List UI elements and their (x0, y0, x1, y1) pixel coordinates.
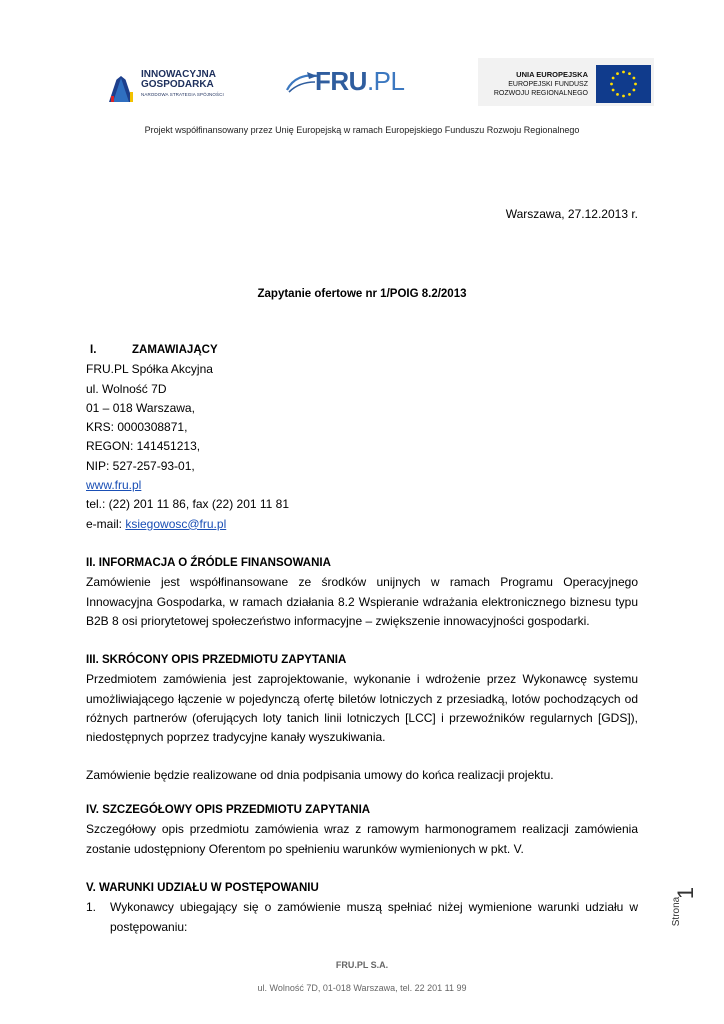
section-warunki-udzialu (86, 879, 638, 937)
list-item (86, 898, 638, 937)
website-link[interactable]: www.fru.pl (86, 478, 142, 493)
innowacyjna-gospodarka-logo (107, 62, 247, 104)
header-logos (0, 58, 724, 108)
list-item-number: 1. (86, 900, 97, 915)
section-skrocony-opis (86, 651, 638, 786)
section1-heading-row (86, 341, 638, 360)
section1-number: I. (90, 344, 97, 356)
list-item-text: Wykonawcy ubiegający się o zamówienie muszą spełniać niżej wymienione warunki udziału w postępowaniu: (110, 900, 638, 934)
eu-flag-icon (596, 65, 651, 103)
ig-line1: INNOWACYJNA (141, 69, 217, 80)
ig-line2: GOSPODARKA (141, 79, 214, 90)
section1-line-company: FRU.PL Spółka Akcyjna (86, 362, 213, 377)
section2-text: Zamówienie jest współfinansowane ze środków unijnych w ramach Programu Operacyjnego Innowacyjna Gospodarka, w ramach działania 8.2 Wspieranie wdrażania elektronicznego biznesu typu B2B 8 osi priorytetowej społeczeństwo informacyjne – zwiększenie innowacyjności gospodarki. (86, 575, 638, 628)
section1-phone-fax: tel.: (22) 201 11 86, fax (22) 201 11 81 (86, 497, 290, 512)
fru-dot-pl: .PL (366, 66, 405, 96)
section-zamawiajacy (86, 341, 638, 534)
fru-logo-text (315, 66, 404, 97)
section1-line-city: 01 – 018 Warszawa, (86, 400, 195, 415)
section3-text1: Przedmiotem zamówienia jest zaprojektowanie, wykonanie i wdrożenie przez Wykonawcę systemu umożliwiającego łączenie w pojedynczą ofertę biletów lotniczych z przesiadką, lotów pochodzących od różnych partnerów (oferujących loty tanich linii lotniczych [LCC] i przewoźników regularnych [GDS]), niedostępnych poprzez tradycyjne kanały wyszukiwania. (86, 672, 638, 745)
section5-heading: V. WARUNKI UDZIAŁU W POSTĘPOWANIU (86, 882, 319, 894)
eu-fund-logo (478, 58, 654, 106)
section3-text2: Zamówienie będzie realizowane od dnia podpisania umowy do końca realizacji projektu. (86, 768, 554, 783)
section1-email-row (86, 515, 638, 534)
section4-text: Szczegółowy opis przedmiotu zamówienia wraz z ramowym harmonogramem realizacji zamówienia zostanie udostępniony Oferentom po spełnieniu warunków wymienionych w pkt. V. (86, 822, 638, 856)
ig-sub-text: NARODOWA STRATEGIA SPÓJNOŚCI (141, 92, 224, 97)
footer-company: FRU.PL S.A. (335, 960, 389, 970)
document-date: Warszawa, 27.12.2013 r. (505, 207, 638, 221)
footer-address: ul. Wolność 7D, 01-018 Warszawa, tel. 22 201 11 99 (257, 983, 467, 993)
project-cofinancing-line: Projekt współfinansowany przez Unię Europejską w ramach Europejskiego Funduszu Rozwoju Regionalnego (144, 125, 580, 135)
page-number: 1 (673, 886, 699, 900)
section1-line-regon: REGON: 141451213, (86, 439, 201, 454)
fru-pl-logo (285, 66, 415, 98)
section1-line-nip: NIP: 527-257-93-01, (86, 458, 195, 473)
section4-heading: IV. SZCZEGÓŁOWY OPIS PRZEDMIOTU ZAPYTANIA (86, 804, 371, 816)
eu-line2: EUROPEJSKI FUNDUSZ (508, 81, 588, 88)
document-title: Zapytanie ofertowe nr 1/POIG 8.2/2013 (257, 288, 467, 300)
eu-logo-text (494, 70, 588, 98)
eu-line1: UNIA EUROPEJSKA (516, 70, 588, 79)
plane-swoosh-icon (285, 70, 319, 96)
eu-line3: ROZWOJU REGIONALNEGO (493, 90, 588, 97)
section1-line-krs: KRS: 0000308871, (86, 420, 188, 435)
section2-heading: II. INFORMACJA O ŹRÓDLE FINANSOWANIA (86, 557, 331, 569)
section3-heading: III. SKRÓCONY OPIS PRZEDMIOTU ZAPYTANIA (86, 654, 347, 666)
ig-emblem-icon (107, 62, 137, 104)
page-number-marker (671, 880, 700, 940)
eu-stars-icon (596, 65, 651, 103)
page-word: Strona (671, 896, 683, 927)
ig-logo-text (141, 70, 216, 90)
email-link[interactable]: ksiegowosc@fru.pl (125, 516, 227, 531)
section1-heading: ZAMAWIAJĄCY (132, 344, 218, 356)
fru-main: FRU (315, 66, 367, 96)
section1-line-street: ul. Wolność 7D (86, 381, 167, 396)
section-finansowanie (86, 554, 638, 631)
email-label: e-mail: (86, 516, 126, 531)
section-szczegolowy-opis (86, 801, 638, 859)
